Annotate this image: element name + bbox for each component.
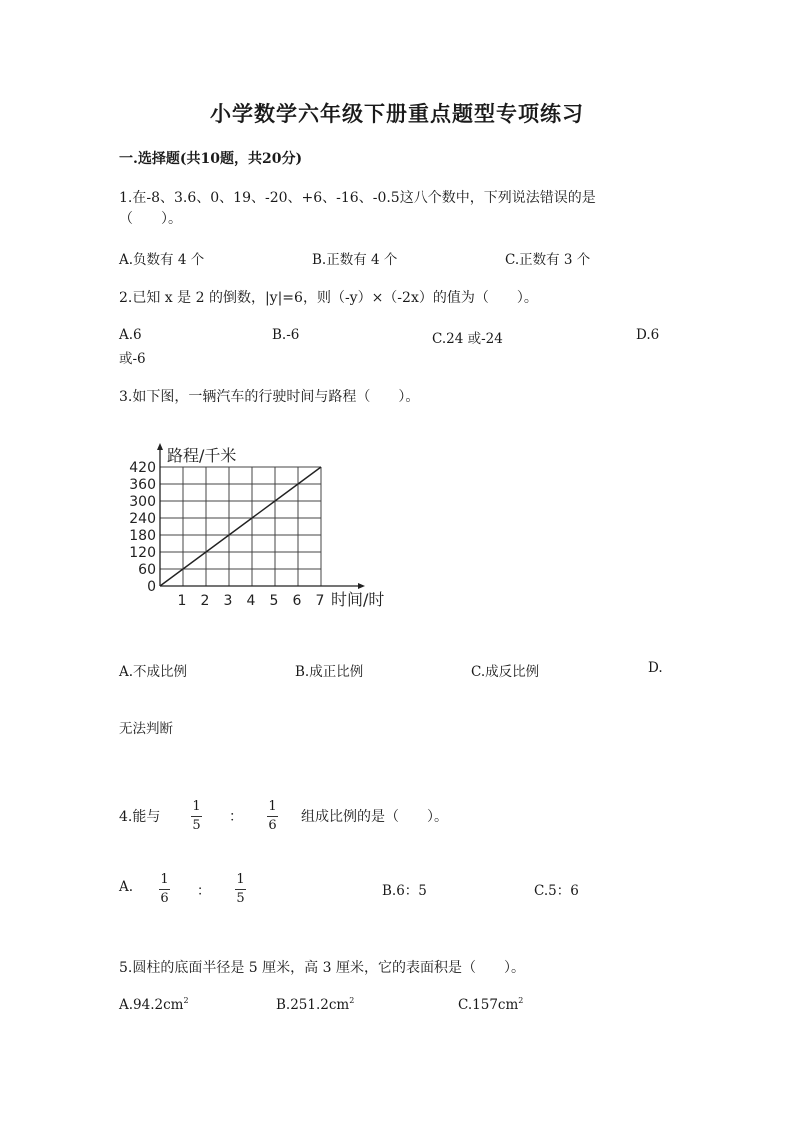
x-tick-label: 1	[177, 593, 187, 609]
question-4-option-a-fraction-1	[159, 872, 170, 907]
question-3-text: 3.如下图，一辆汽车的行驶时间与路程（ ）。	[119, 389, 420, 405]
option-text: A.94.2cm	[119, 997, 184, 1013]
fraction-bar	[159, 889, 170, 890]
y-tick-label: 240	[129, 511, 156, 527]
fraction-denominator: 5	[192, 818, 201, 833]
question-1-option-a: A.负数有 4 个	[119, 252, 205, 268]
y-axis-arrow	[157, 443, 163, 450]
y-tick-label: 0	[147, 579, 156, 595]
fraction-numerator: 1	[160, 872, 169, 887]
question-1-blank: （ ）。	[119, 211, 182, 227]
y-tick-label: 60	[138, 562, 156, 578]
x-axis-label: 时间/时	[331, 590, 385, 609]
question-4-option-c: C.5：6	[534, 883, 579, 899]
question-2-option-d: D.6	[636, 327, 660, 343]
x-tick-label: 6	[292, 593, 302, 609]
question-3-option-b: B.成正比例	[295, 664, 364, 680]
fraction-bar	[267, 816, 278, 817]
question-1-option-b: B.正数有 4 个	[312, 252, 398, 268]
question-2-option-a: A.6	[119, 327, 142, 343]
chart-series-line	[160, 467, 321, 586]
question-4-suffix: 组成比例的是（ ）。	[301, 809, 448, 825]
y-axis-label: 路程/千米	[167, 446, 237, 465]
fraction-denominator: 6	[268, 818, 277, 833]
distance-time-chart	[118, 438, 408, 614]
superscript: 2	[183, 996, 189, 1005]
y-tick-label: 300	[129, 494, 156, 510]
y-tick-label: 120	[129, 545, 156, 561]
question-5-option-a	[119, 997, 189, 1013]
fraction-bar	[235, 889, 246, 890]
question-2-option-c: C.24 或-24	[432, 331, 503, 347]
fraction-numerator: 1	[236, 872, 245, 887]
question-4-fraction-1	[191, 799, 202, 834]
question-4-option-a-fraction-2	[235, 872, 246, 907]
superscript: 2	[349, 996, 355, 1005]
x-axis-arrow	[358, 583, 365, 589]
question-3-option-a: A.不成比例	[119, 664, 188, 680]
question-2-option-d-cont: 或-6	[119, 351, 146, 367]
question-2-option-b: B.-6	[272, 327, 300, 343]
y-tick-label: 180	[129, 528, 156, 544]
question-2-text: 2.已知 x 是 2 的倒数，|y|=6，则（-y）×（-2x）的值为（ ）。	[119, 290, 538, 306]
fraction-denominator: 5	[236, 891, 245, 906]
series-line	[160, 467, 321, 586]
page-title: 小学数学六年级下册重点题型专项练习	[210, 101, 584, 126]
section-heading: 一.选择题(共10题，共20分)	[119, 151, 303, 167]
x-tick-label: 2	[200, 593, 210, 609]
option-text: C.157cm	[458, 997, 519, 1013]
question-3-option-d-cont: 无法判断	[119, 721, 173, 737]
fraction-denominator: 6	[160, 891, 169, 906]
question-4-option-b: B.6：5	[382, 883, 427, 899]
superscript: 2	[518, 996, 524, 1005]
question-4-option-a-label: A.	[119, 879, 134, 895]
y-tick-label: 420	[129, 460, 156, 476]
question-5-option-c	[458, 997, 523, 1013]
question-4-fraction-2	[267, 799, 278, 834]
question-1-option-c: C.正数有 3 个	[505, 252, 591, 268]
question-4-colon: ：	[229, 809, 243, 825]
y-tick-label: 360	[129, 477, 156, 493]
question-5-text: 5.圆柱的底面半径是 5 厘米，高 3 厘米，它的表面积是（ ）。	[119, 960, 525, 976]
question-3-option-d: D.	[648, 660, 663, 676]
fraction-bar	[191, 816, 202, 817]
question-3-option-c: C.成反比例	[471, 664, 540, 680]
x-tick-label: 4	[246, 593, 256, 609]
option-text: B.251.2cm	[276, 997, 350, 1013]
fraction-numerator: 1	[192, 799, 201, 814]
x-tick-label: 3	[223, 593, 233, 609]
fraction-numerator: 1	[268, 799, 277, 814]
question-1-text: 1.在-8、3.6、0、19、-20、+6、-16、-0.5这八个数中，下列说法错误的是	[119, 190, 596, 206]
x-tick-label: 5	[269, 593, 279, 609]
x-tick-label: 7	[315, 593, 325, 609]
question-5-option-b	[276, 997, 354, 1013]
question-4-prefix: 4.能与	[119, 809, 161, 825]
question-4-option-a-colon: ：	[197, 883, 211, 899]
